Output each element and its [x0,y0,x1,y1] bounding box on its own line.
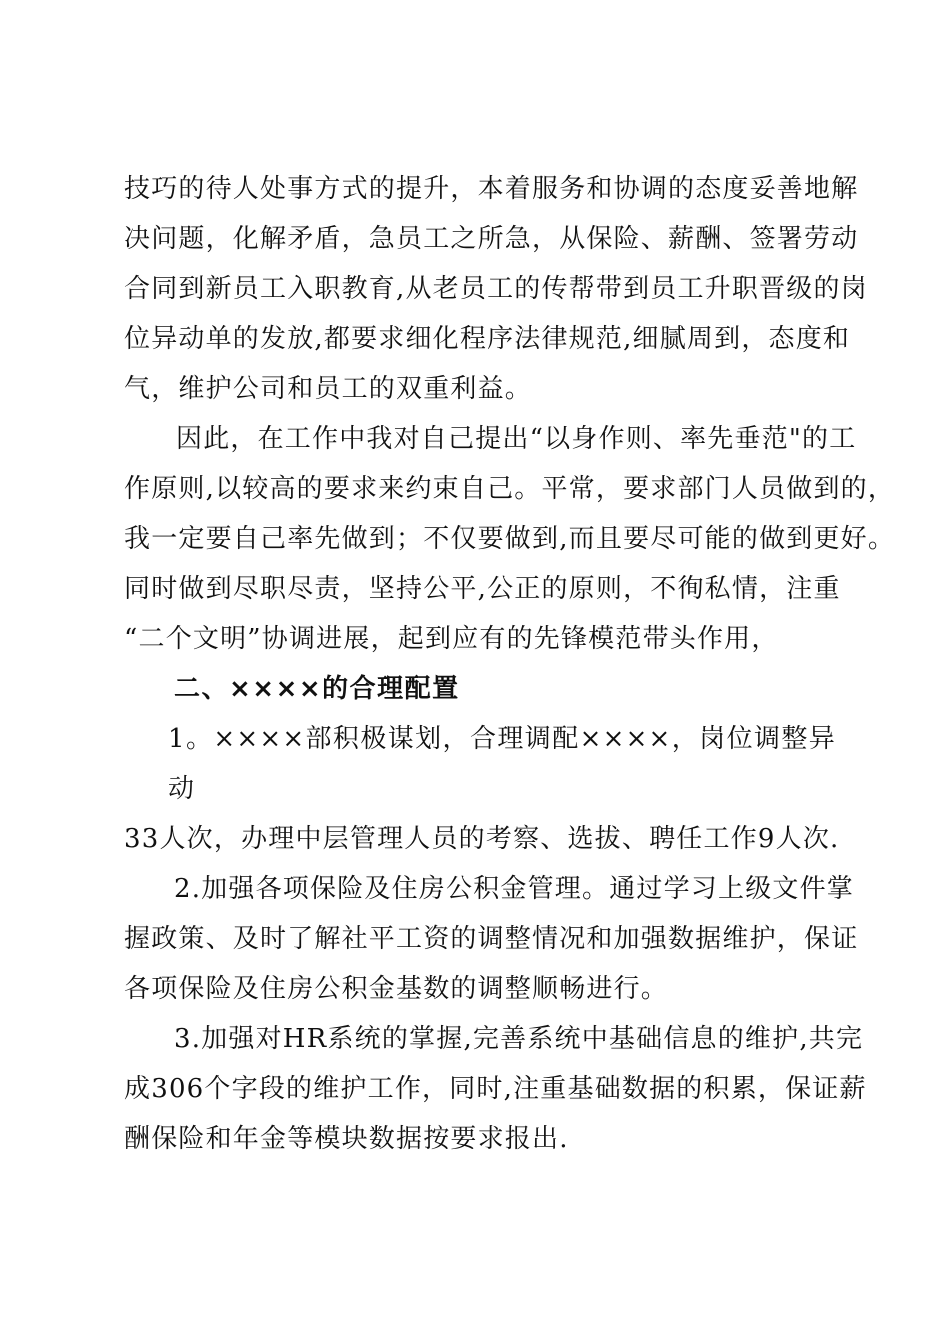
paragraph-line: 3.加强对HR系统的掌握,完善系统中基础信息的维护,共完 [174,1024,864,1054]
paragraph-line: 成306个字段的维护工作，同时,注重基础数据的积累，保证薪 [124,1074,867,1104]
paragraph-line: 位异动单的发放,都要求细化程序法律规范,细腻周到，态度和 [124,324,851,354]
section-heading: 二、××××的合理配置 [174,674,460,704]
paragraph-line: 技巧的待人处事方式的提升，本着服务和协调的态度妥善地解 [124,174,859,204]
paragraph-line: 合同到新员工入职教育,从老员工的传帮带到员工升职晋级的岗 [124,274,868,304]
paragraph-line: 2.加强各项保险及住房公积金管理。通过学习上级文件掌 [174,874,855,904]
paragraph-line: “二个文明”协调进展，起到应有的先锋模范带头作用， [124,624,779,654]
paragraph-line: 我一定要自己率先做到；不仅要做到,而且要尽可能的做到更好。 [124,524,896,554]
paragraph-line: 酬保险和年金等模块数据按要求报出. [124,1124,569,1154]
paragraph-line: 33人次，办理中层管理人员的考察、选拔、聘任工作9人次. [124,824,840,854]
paragraph-line: 决问题，化解矛盾，急员工之所急，从保险、薪酬、签署劳动 [124,224,859,254]
paragraph-line: 1。××××部积极谋划，合理调配××××，岗位调整异 [168,724,836,754]
paragraph-line: 动 [168,774,196,804]
paragraph-line: 气，维护公司和员工的双重利益。 [124,374,533,404]
paragraph-line: 握政策、及时了解社平工资的调整情况和加强数据维护，保证 [124,924,859,954]
paragraph-line: 因此，在工作中我对自己提出“以身作则、率先垂范"的工 [176,424,857,454]
paragraph-line: 各项保险及住房公积金基数的调整顺畅进行。 [124,974,669,1004]
paragraph-line: 作原则,以较高的要求来约束自己。平常，要求部门人员做到的， [124,474,896,504]
paragraph-line: 同时做到尽职尽责，坚持公平,公正的原则，不徇私情，注重 [124,574,841,604]
